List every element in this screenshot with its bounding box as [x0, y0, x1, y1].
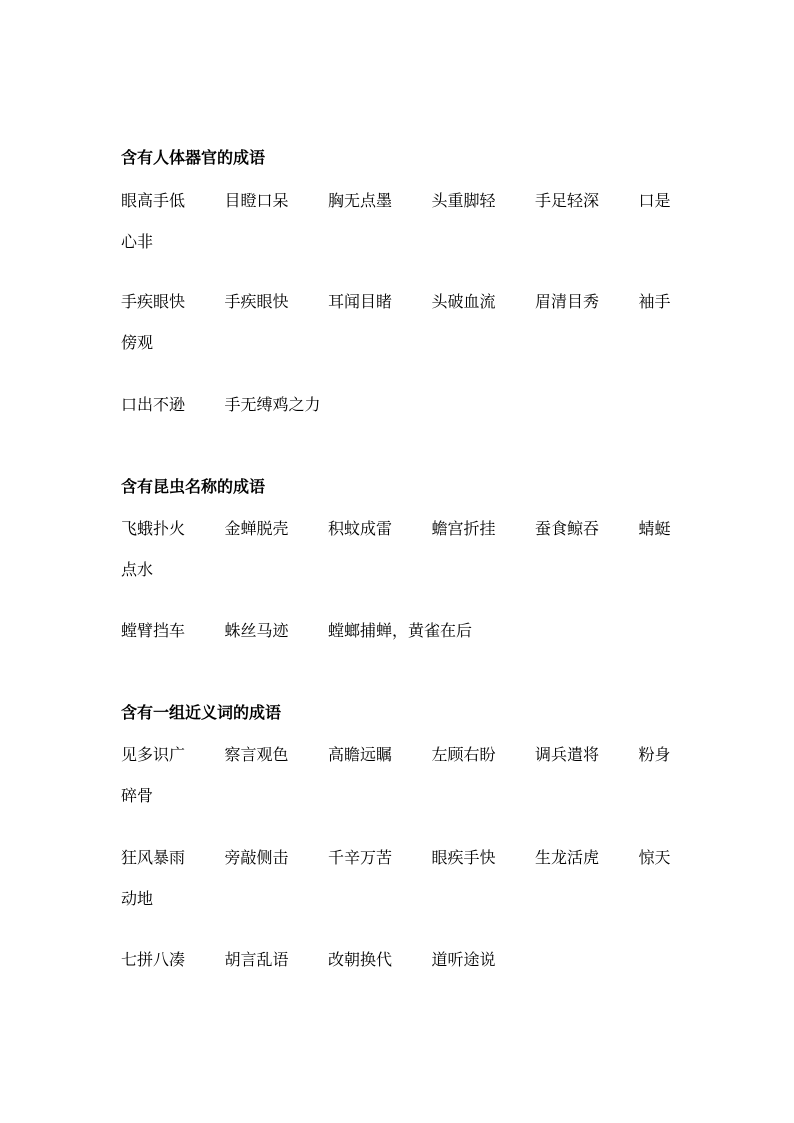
idiom-paragraph: [121, 384, 681, 425]
idiom: 耳闻目睹: [328, 292, 393, 311]
idiom: 头重脚轻: [431, 191, 496, 210]
idiom: 蚕食鲸吞: [535, 519, 600, 538]
idiom: 生龙活虎: [535, 848, 600, 867]
idiom: 粉身: [638, 745, 671, 764]
idiom: 头破血流: [431, 292, 496, 311]
idiom-paragraph: [121, 837, 681, 919]
idiom-continuation: 点水: [121, 560, 154, 579]
idiom-paragraph: [121, 180, 681, 262]
idiom: 千辛万苦: [328, 848, 393, 867]
idiom-continuation: 动地: [121, 889, 154, 908]
idiom: 左顾右盼: [431, 745, 496, 764]
idiom: 口是: [638, 191, 671, 210]
idiom: 察言观色: [224, 745, 289, 764]
idiom: 眼疾手快: [431, 848, 496, 867]
idiom: 蟾宫折挂: [431, 519, 496, 538]
idiom-paragraph: [121, 734, 681, 816]
idiom: 七拼八凑: [121, 950, 186, 969]
idiom: 改朝换代: [328, 950, 393, 969]
idiom: 目瞪口呆: [224, 191, 289, 210]
section-synonyms: [121, 703, 681, 723]
idiom-paragraph: [121, 610, 681, 651]
idiom: 眉清目秀: [535, 292, 600, 311]
idiom-paragraph: [121, 508, 681, 590]
section-heading: 含有昆虫名称的成语: [121, 477, 266, 496]
idiom: 金蝉脱壳: [224, 519, 289, 538]
idiom: 高瞻远瞩: [328, 745, 393, 764]
idiom: 胸无点墨: [328, 191, 393, 210]
idiom: 旁敲侧击: [224, 848, 289, 867]
idiom: 飞蛾扑火: [121, 519, 186, 538]
idiom: 积蚊成雷: [328, 519, 393, 538]
idiom-paragraph: [121, 281, 681, 363]
idiom-paragraph: [121, 939, 681, 980]
idiom: 胡言乱语: [224, 950, 289, 969]
idiom: 口出不逊: [121, 395, 186, 414]
idiom: 螳臂挡车: [121, 621, 186, 640]
section-insects: [121, 477, 681, 497]
idiom: 蜻蜓: [638, 519, 671, 538]
idiom: 手无缚鸡之力: [224, 395, 321, 414]
idiom-continuation: 心非: [121, 232, 154, 251]
idiom-continuation: 碎骨: [121, 786, 154, 805]
idiom: 螳螂捕蝉，黄雀在后: [328, 621, 473, 640]
idiom: 袖手: [638, 292, 671, 311]
idiom: 见多识广: [121, 745, 186, 764]
idiom: 蛛丝马迹: [224, 621, 289, 640]
idiom: 手疾眼快: [224, 292, 289, 311]
idiom: 眼高手低: [121, 191, 186, 210]
idiom: 手足轻深: [535, 191, 600, 210]
section-heading: 含有人体器官的成语: [121, 148, 266, 167]
section-body-organs: [121, 148, 681, 168]
section-heading: 含有一组近义词的成语: [121, 703, 282, 722]
idiom: 道听途说: [431, 950, 496, 969]
idiom: 惊天: [638, 848, 671, 867]
idiom: 调兵遣将: [535, 745, 600, 764]
idiom: 手疾眼快: [121, 292, 186, 311]
idiom: 狂风暴雨: [121, 848, 186, 867]
idiom-continuation: 傍观: [121, 333, 154, 352]
